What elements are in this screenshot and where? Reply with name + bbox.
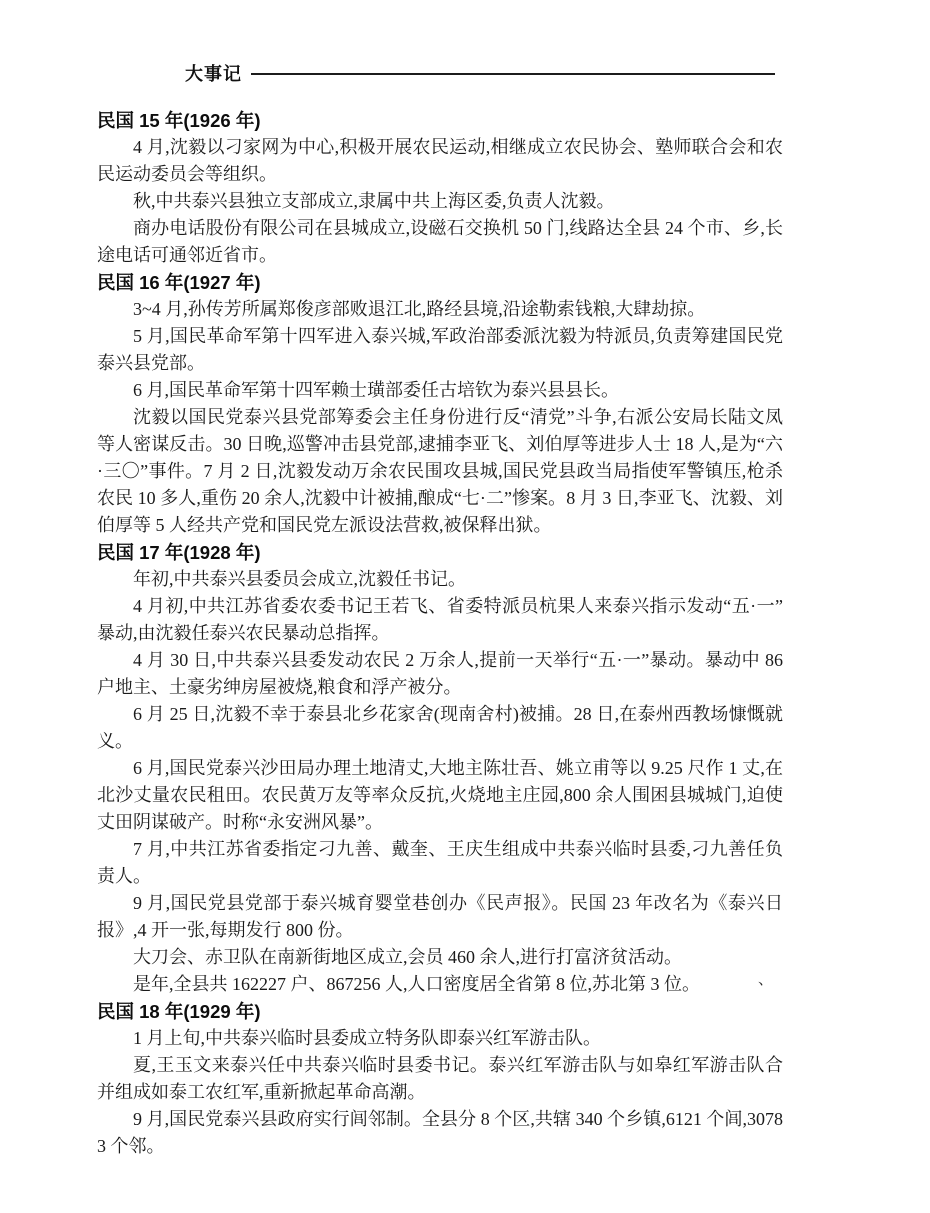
- paragraph: 秋,中共泰兴县独立支部成立,隶属中共上海区委,负责人沈毅。: [133, 191, 615, 211]
- chronicle-content: [97, 107, 783, 1160]
- page-header: [185, 60, 775, 86]
- paragraph: 大刀会、赤卫队在南新街地区成立,会员 460 余人,进行打富济贫活动。: [133, 947, 682, 967]
- page-header-title: 大事记: [185, 64, 242, 84]
- paragraph: 4 月 30 日,中共泰兴县委发动农民 2 万余人,提前一天举行“五·一”暴动。暴动中 86 户地主、土豪劣绅房屋被烧,粮食和浮产被分。: [97, 650, 783, 697]
- paragraph: 1 月上旬,中共泰兴临时县委成立特务队即泰兴红军游击队。: [133, 1028, 601, 1048]
- scan-artifact-mark: 、: [758, 972, 774, 988]
- section-heading: 民国 16 年(1927 年): [97, 272, 261, 293]
- paragraph: 9 月,国民党泰兴县政府实行闾邻制。全县分 8 个区,共辖 340 个乡镇,6121 个闾,30783 个邻。: [97, 1109, 783, 1156]
- paragraph: 4 月初,中共江苏省委农委书记王若飞、省委特派员杭果人来泰兴指示发动“五·一”暴动,由沈毅任泰兴农民暴动总指挥。: [97, 596, 783, 643]
- paragraph: 4 月,沈毅以刁家网为中心,积极开展农民运动,相继成立农民协会、塾师联合会和农民运动委员会等组织。: [97, 137, 783, 184]
- paragraph: 商办电话股份有限公司在县城成立,设磁石交换机 50 门,线路达全县 24 个市、乡,长途电话可通邻近省市。: [97, 218, 783, 265]
- section-heading: 民国 18 年(1929 年): [97, 1001, 261, 1022]
- section-heading: 民国 17 年(1928 年): [97, 542, 261, 563]
- paragraph: 6 月 25 日,沈毅不幸于泰县北乡花家舍(现南舍村)被捕。28 日,在泰州西教场慷慨就义。: [97, 704, 783, 751]
- paragraph: 7 月,中共江苏省委指定刁九善、戴奎、王庆生组成中共泰兴临时县委,刁九善任负责人。: [97, 839, 783, 886]
- paragraph: 6 月,国民革命军第十四军赖士璜部委任古培钦为泰兴县县长。: [133, 380, 619, 400]
- paragraph: 9 月,国民党县党部于泰兴城育婴堂巷创办《民声报》。民国 23 年改名为《泰兴日报》,4 开一张,每期发行 800 份。: [97, 893, 783, 940]
- section-minguo-15-1926: [97, 107, 783, 269]
- paragraph: 沈毅以国民党泰兴县党部筹委会主任身份进行反“清党”斗争,右派公安局长陆文凤等人密谋反击。30 日晚,巡警冲击县党部,逮捕李亚飞、刘伯厚等进步人士 18 人,是为“六·三〇”事件。7 月 2 日,沈毅发动万余农民围攻县城,国民党县政当局指使军警镇压,枪杀农民 10 多人,重伤 20 余人,沈毅中计被捕,酿成“七·二”惨案。8 月 3 日,李亚飞、沈毅、刘伯厚等 5 人经共产党和国民党左派设法营救,被保释出狱。: [97, 407, 783, 535]
- paragraph: 5 月,国民革命军第十四军进入泰兴城,军政治部委派沈毅为特派员,负责筹建国民党泰兴县党部。: [97, 326, 783, 373]
- section-minguo-17-1928: [97, 539, 783, 998]
- paragraph: 6 月,国民党泰兴沙田局办理土地清丈,大地主陈壮吾、姚立甫等以 9.25 尺作 1 丈,在北沙丈量农民租田。农民黄万友等率众反抗,火烧地主庄园,800 余人围困县城城门,迫使丈田阴谋破产。时称“永安洲风暴”。: [97, 758, 783, 832]
- paragraph: 是年,全县共 162227 户、867256 人,人口密度居全省第 8 位,苏北第 3 位。: [133, 974, 700, 994]
- header-rule: [251, 73, 775, 75]
- paragraph: 夏,王玉文来泰兴任中共泰兴临时县委书记。泰兴红军游击队与如皋红军游击队合并组成如泰工农红军,重新掀起革命高潮。: [97, 1055, 783, 1102]
- section-heading: 民国 15 年(1926 年): [97, 110, 261, 131]
- section-minguo-18-1929: [97, 998, 783, 1160]
- section-minguo-16-1927: [97, 269, 783, 539]
- paragraph: 年初,中共泰兴县委员会成立,沈毅任书记。: [133, 569, 466, 589]
- paragraph: 3~4 月,孙传芳所属郑俊彦部败退江北,路经县境,沿途勒索钱粮,大肆劫掠。: [133, 299, 706, 319]
